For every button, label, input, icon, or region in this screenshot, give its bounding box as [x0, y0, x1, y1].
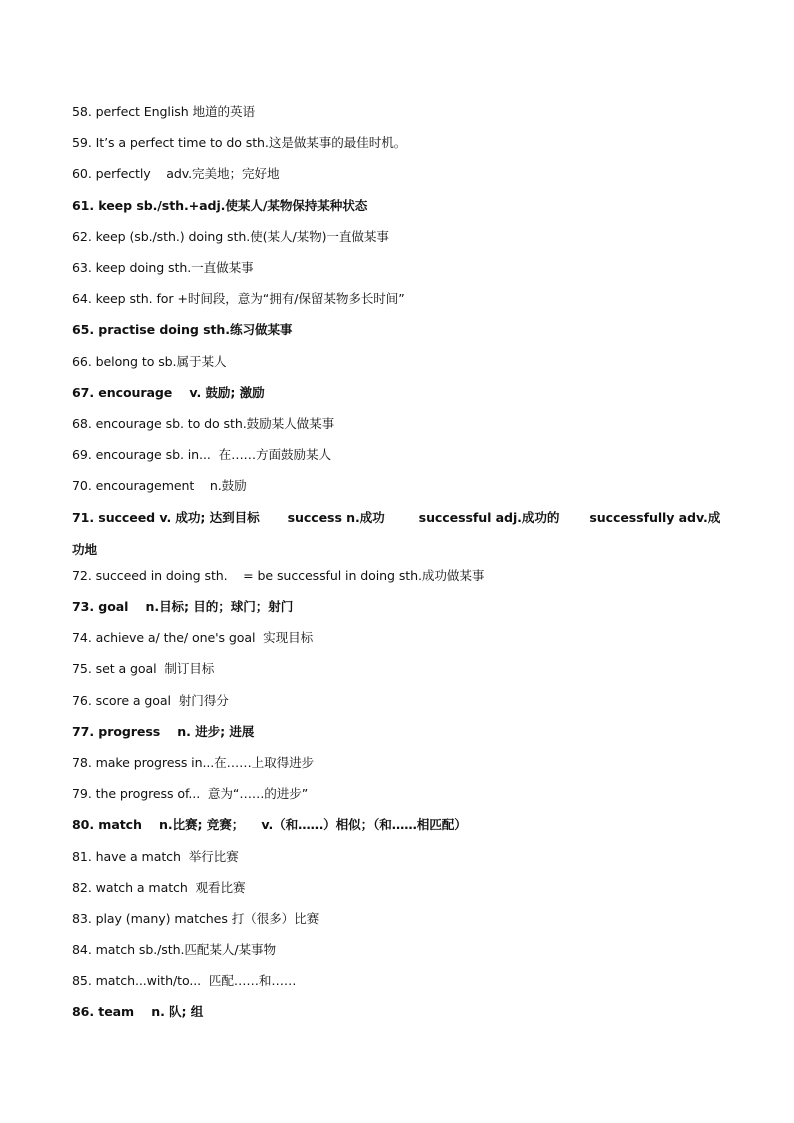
- list-item: 76. score a goal 射门得分: [72, 692, 229, 708]
- list-item: 65. practise doing sth.练习做某事: [72, 322, 293, 338]
- list-item: 77. progress n. 进步; 进展: [72, 723, 255, 739]
- list-item: 73. goal n.目标; 目的；球门；射门: [72, 599, 294, 615]
- list-item: 83. play (many) matches 打（很多）比赛: [72, 910, 320, 926]
- list-item: 84. match sb./sth.匹配某人/某事物: [72, 942, 276, 958]
- list-item: 79. the progress of... 意为“……的进步”: [72, 786, 309, 802]
- entry-segment: successfully adv.成: [589, 510, 721, 526]
- entry-continuation: 功地: [72, 541, 97, 557]
- list-item: 75. set a goal 制订目标: [72, 661, 215, 677]
- list-item: 67. encourage v. 鼓励; 激励: [72, 384, 265, 400]
- list-item: 64. keep sth. for +时间段，意为“拥有/保留某物多长时间”: [72, 291, 405, 307]
- list-item: 72. succeed in doing sth. = be successful in doing sth.成功做某事: [72, 567, 485, 583]
- list-item: 61. keep sb./sth.+adj.使某人/某物保持某种状态: [72, 197, 368, 213]
- list-item: 66. belong to sb.属于某人: [72, 353, 227, 369]
- entry-segment: success n.成功: [287, 510, 385, 526]
- list-item: 58. perfect English 地道的英语: [72, 104, 255, 119]
- list-item: 82. watch a match 观看比赛: [72, 879, 246, 895]
- entry-segment: 71. succeed v. 成功; 达到目标: [72, 510, 260, 526]
- list-item: 70. encouragement n.鼓励: [72, 478, 247, 494]
- list-item: 60. perfectly adv.完美地；完好地: [72, 166, 280, 182]
- list-item: 86. team n. 队; 组: [72, 1004, 204, 1020]
- list-item: 69. encourage sb. in... 在……方面鼓励某人: [72, 447, 332, 463]
- list-item: 85. match...with/to... 匹配……和……: [72, 973, 297, 989]
- list-item: 81. have a match 举行比赛: [72, 848, 239, 864]
- vocabulary-list: [72, 101, 732, 1033]
- list-item: 78. make progress in...在……上取得进步: [72, 754, 315, 770]
- list-item: 63. keep doing sth.一直做某事: [72, 259, 254, 275]
- list-item: 62. keep (sb./sth.) doing sth.使(某人/某物)一直做某事: [72, 228, 389, 244]
- entry-segment: successful adj.成功的: [418, 510, 560, 526]
- list-item: [72, 502, 732, 564]
- list-item: 80. match n.比赛; 竞赛； v.（和……）相似；（和……相匹配）: [72, 817, 467, 833]
- list-item: 74. achieve a/ the/ one's goal 实现目标: [72, 630, 314, 646]
- list-item: 68. encourage sb. to do sth.鼓励某人做某事: [72, 415, 335, 431]
- list-item: 59. It’s a perfect time to do sth.这是做某事的最佳时机。: [72, 135, 407, 151]
